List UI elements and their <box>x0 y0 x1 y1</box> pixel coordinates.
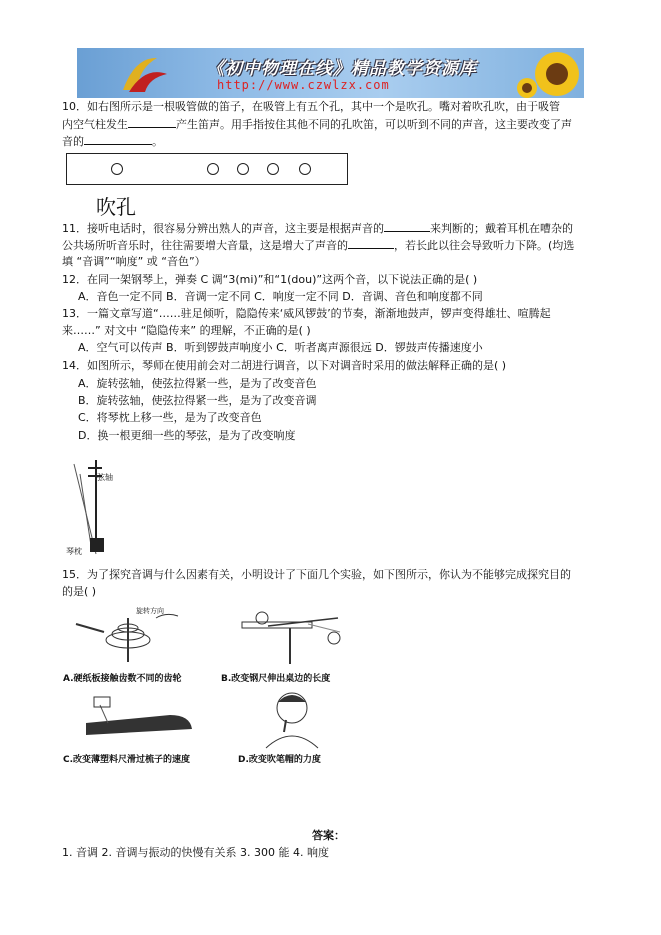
erhu-figure <box>66 454 136 559</box>
q10-line2: 内空气柱发生 产生笛声。用手指按住其他不同的孔吹笛，可以听到不同的声音，这主要改变了声 <box>62 118 572 131</box>
q15-line2: 的是( ) <box>62 585 97 598</box>
sunflower-icon <box>517 48 584 98</box>
straw-flute-figure <box>66 153 348 185</box>
blow-hole <box>111 163 123 175</box>
q10-line3: 音的 。 <box>62 135 163 148</box>
q11-blank2[interactable] <box>348 238 394 249</box>
q14-option-a: A．旋转弦轴，使弦拉得紧一些，是为了改变音色 <box>78 377 317 390</box>
figure-c-comb <box>80 693 200 747</box>
erhu-icon <box>66 454 136 559</box>
bridge-label: 琴枕 <box>66 547 82 556</box>
q14-stem: 14．如图所示，琴师在使用前会对二胡进行调音，以下对调音时采用的做法解释正确的是( ) <box>62 359 507 372</box>
q12-stem: 12．在同一架钢琴上，弹奏 C 调“3(mi)”和“1(dou)”这两个音，以下说法正确的是( ) <box>62 273 478 286</box>
figure-b-ruler <box>238 604 348 668</box>
answers-line: 1. 音调 2. 音调与振动的快慢有关系 3. 300 能 4. 响度 <box>62 846 329 859</box>
caption-b: B.改变钢尺伸出桌边的长度 <box>221 674 331 684</box>
q15-line1: 15．为了探究音调与什么因素有关，小明设计了下面几个实验，如下图所示，你认为不能够完成探究目的 <box>62 568 571 581</box>
blow-hole-label: 吹孔 <box>96 195 136 219</box>
ruler-icon <box>238 604 348 668</box>
q10-blank2[interactable] <box>84 134 152 145</box>
finger-hole <box>267 163 279 175</box>
comb-icon <box>80 693 200 747</box>
q10-line1: 10．如右图所示是一根吸管做的笛子，在吸管上有五个孔，其中一个是吹孔。嘴对着吹孔吹，由于吸管 <box>62 100 560 113</box>
q11-blank1[interactable] <box>384 221 430 232</box>
finger-hole <box>207 163 219 175</box>
caption-d: D.改变吹笔帽的力度 <box>238 755 321 765</box>
q13-line2: 来……” 对文中 “隐隐传来” 的理解，不正确的是( ) <box>62 324 311 337</box>
figure-d-penhead <box>256 688 336 750</box>
finger-hole <box>299 163 311 175</box>
logo-icon <box>115 52 175 96</box>
q14-option-b: B．旋转弦轴，使弦拉得紧一些，是为了改变音调 <box>78 394 317 407</box>
q10-blank1[interactable] <box>128 117 176 128</box>
q11-line1: 11．接听电话时，很容易分辨出熟人的声音，这主要是根据声音的 来判断的；戴着耳机在嘈杂的 <box>62 222 573 235</box>
finger-hole <box>237 163 249 175</box>
q13-options: A．空气可以传声 B．听到锣鼓声响度小 C．听者离声源很远 D．锣鼓声传播速度小 <box>78 341 483 354</box>
answers-title: 答案： <box>312 829 345 842</box>
figure-a-gears <box>66 604 216 668</box>
q11-line3: 填 “音调”“响度” 或 “音色”） <box>62 255 206 268</box>
banner-title: 《初中物理在线》精品教学资源库 <box>207 59 477 79</box>
banner-url: http://www.czwlzx.com <box>217 78 390 92</box>
caption-a: A.硬纸板接触齿数不同的齿轮 <box>63 674 182 684</box>
person-blowing-icon <box>256 688 336 750</box>
caption-c: C.改变薄塑料尺滑过梳子的速度 <box>63 755 191 765</box>
q14-option-d: D．换一根更细一些的琴弦，是为了改变响度 <box>78 429 296 442</box>
string-axis-label: 弦轴 <box>97 473 113 482</box>
q14-option-c: C．将琴枕上移一些，是为了改变音色 <box>78 411 262 424</box>
rotate-direction-label: 旋转方向 <box>136 607 164 615</box>
header-banner <box>77 48 584 98</box>
q12-options: A．音色一定不同 B．音调一定不同 C．响度一定不同 D．音调、音色和响度都不同 <box>78 290 483 303</box>
q13-line1: 13．一篇文章写道“……驻足倾听，隐隐传来‘威风锣鼓’的节奏，渐渐地鼓声，锣声变得雄壮、喧腾起 <box>62 307 551 320</box>
q11-line2: 公共场所听音乐时，往往需要增大音量，这是增大了声音的 ，若长此以往会导致听力下降。(均选 <box>62 239 575 252</box>
